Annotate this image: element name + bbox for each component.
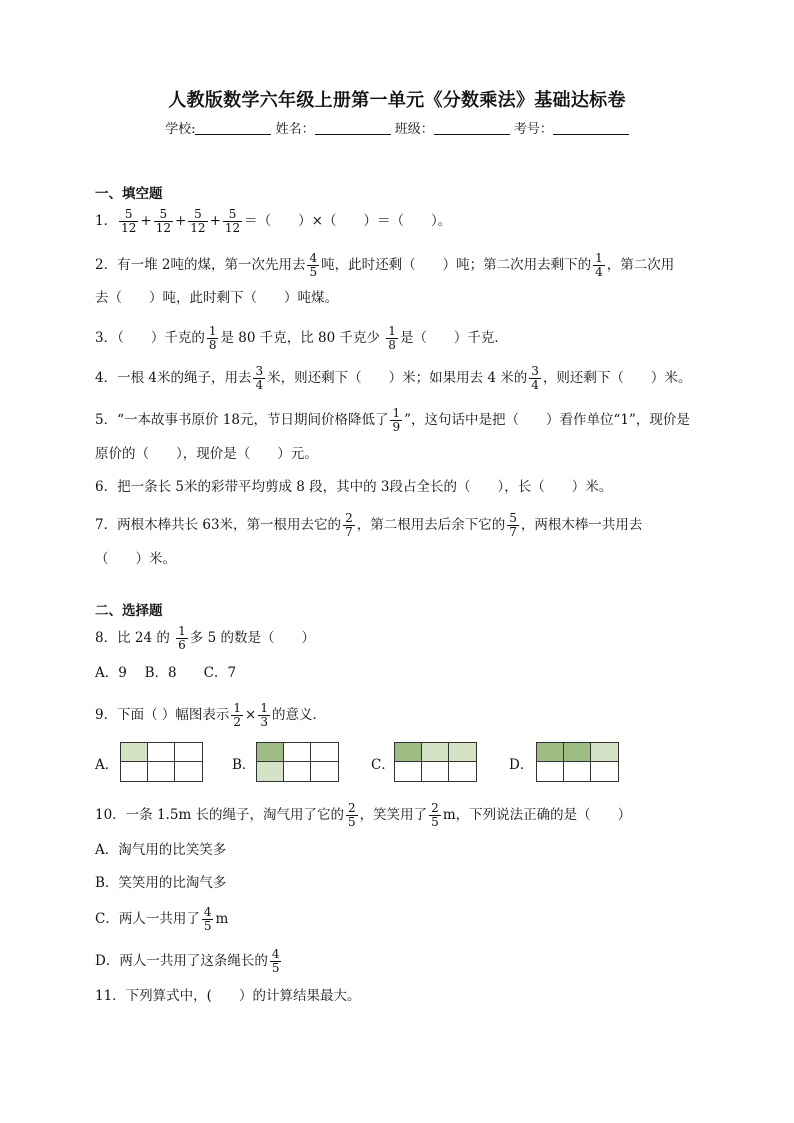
question-7-line-2: （ ）米。 <box>95 551 176 567</box>
class-blank[interactable] <box>434 121 510 135</box>
name-label: 姓名： <box>275 122 315 137</box>
question-11: 11．下列算式中，( ）的计算结果最大。 <box>95 988 361 1004</box>
question-2-line-2: 去（ ）吨，此时剩下（ ）吨煤。 <box>95 290 338 306</box>
question-8-options[interactable]: A．9 B．8 C．7 <box>95 665 237 681</box>
name-blank[interactable] <box>315 121 391 135</box>
fraction: $\frac{3}{4}$ <box>255 364 264 392</box>
fraction: $\frac{1}{3}$ <box>260 701 268 729</box>
question-4: 4．一根 4米的绳子，用去 $\frac{3}{4}$ 米，则还剩下（ ）米；如果用去 4 米的 $\frac{3}{4}$ ，则还剩下（ ）米。 <box>95 364 692 392</box>
fraction: $\frac{5}{12}$ <box>224 207 241 235</box>
fraction: $\frac{4}{5}$ <box>271 947 280 975</box>
exam-no-label: 考号： <box>513 122 553 137</box>
fraction: $\frac{5}{7}$ <box>509 511 517 539</box>
question-10-option-c[interactable]: C．两人一共用了 $\frac{4}{5}$ m <box>95 905 229 933</box>
question-2: 2．有一堆 2吨的煤，第一次先用去 $\frac{4}{5}$ 吨，此时还剩（ ）吨；第二次用去剩下的 $\frac{1}{4}$ ，第二次用 <box>95 251 675 279</box>
fraction: $\frac{2}{7}$ <box>345 511 353 539</box>
student-info-line <box>0 118 794 137</box>
question-5: 5．“一本故事书原价 18元，节日期间价格降低了 $\frac{1}{9}$ ”，这句话中是把（ ）看作单位“1”，现价是 <box>95 406 690 434</box>
exam-no-blank[interactable] <box>553 121 629 135</box>
question-10-option-d[interactable]: D．两人一共用了这条绳长的 $\frac{4}{5}$ <box>95 947 280 975</box>
option-c-grid[interactable] <box>394 742 477 782</box>
option-a-grid[interactable] <box>120 742 203 782</box>
option-b-label[interactable]: B． <box>232 757 256 773</box>
question-9: 9．下面（ ）幅图表示 $\frac{1}{2}$ × $\frac{1}{3}$ 的意义． <box>95 701 326 729</box>
fraction: $\frac{4}{5}$ <box>309 251 318 279</box>
fraction: $\frac{1}{8}$ <box>208 324 217 352</box>
fraction: $\frac{4}{5}$ <box>203 905 212 933</box>
option-a-label[interactable]: A． <box>95 757 119 773</box>
question-8: 8．比 24 的 $\frac{1}{6}$ 多 5 的数是（ ） <box>95 624 315 652</box>
question-6: 6．把一条长 5米的彩带平均剪成 8 段，其中的 3段占全长的（ ），长（ ）米。 <box>95 479 613 495</box>
fraction: $\frac{5}{12}$ <box>155 207 171 235</box>
fraction: $\frac{3}{4}$ <box>531 364 539 392</box>
option-c-label[interactable]: C． <box>371 757 395 773</box>
option-d-label[interactable]: D． <box>509 757 534 773</box>
page-title: 人教版数学六年级上册第一单元《分数乘法》基础达标卷 <box>168 90 626 111</box>
fraction: $\frac{2}{5}$ <box>431 801 439 829</box>
school-blank[interactable] <box>195 121 271 135</box>
section-heading-fill: 一、填空题 <box>95 186 163 202</box>
fraction: $\frac{5}{12}$ <box>190 207 206 235</box>
question-5-line-2: 原价的（ ），现价是（ ）元。 <box>95 446 318 462</box>
question-7: 7．两根木棒共长 63米，第一根用去它的 $\frac{2}{7}$ ，第二根用去后余下它的 $\frac{5}{7}$ ，两根木棒一共用去 <box>95 511 643 539</box>
question-1: 1． $\frac{5}{12}$ + $\frac{5}{12}$ + $\frac{5}{12}$ + $\frac{5}{12}$ ＝（ ）×（ ）＝（ ）。 <box>95 207 452 235</box>
fraction: $\frac{2}{5}$ <box>348 801 356 829</box>
option-b-grid[interactable] <box>256 742 339 782</box>
fraction: $\frac{1}{4}$ <box>595 251 603 279</box>
fraction: $\frac{1}{6}$ <box>178 624 186 652</box>
fraction: $\frac{1}{9}$ <box>392 406 401 434</box>
question-10: 10．一条 1.5m 长的绳子，淘气用了它的 $\frac{2}{5}$ ，笑笑用了 $\frac{2}{5}$ m，下列说法正确的是（ ） <box>95 801 632 829</box>
fraction: $\frac{1}{2}$ <box>233 701 242 729</box>
class-label: 班级： <box>394 122 434 137</box>
question-10-option-b[interactable]: B．笑笑用的比淘气多 <box>95 875 227 891</box>
school-label: 学校: <box>165 122 196 137</box>
section-heading-choice: 二、选择题 <box>95 603 163 619</box>
question-3: 3．（ ）千克的 $\frac{1}{8}$ 是 80 千克，比 80 千克少 $\frac{1}{8}$ 是（ ）千克． <box>95 324 508 352</box>
question-10-option-a[interactable]: A．淘气用的比笑笑多 <box>95 842 227 858</box>
fraction: $\frac{5}{12}$ <box>121 207 137 235</box>
option-d-grid[interactable] <box>536 742 619 782</box>
fraction: $\frac{1}{8}$ <box>388 324 396 352</box>
